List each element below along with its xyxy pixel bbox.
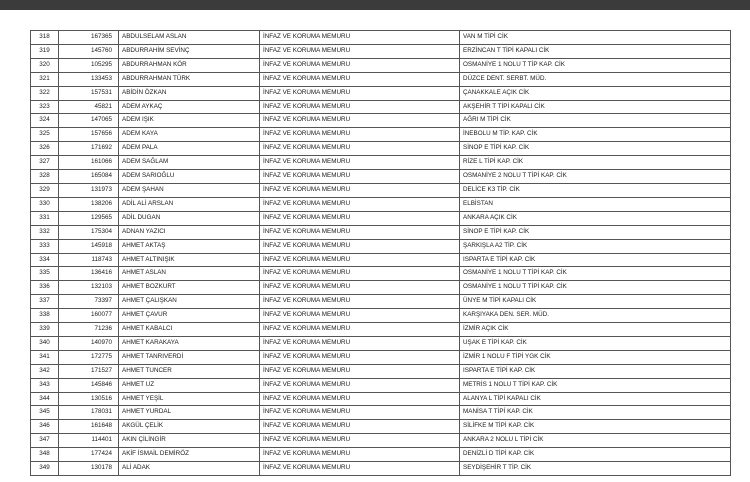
registry-number: 129565 bbox=[59, 211, 119, 225]
person-name: AHMET YEŞİL bbox=[119, 392, 260, 406]
personnel-table bbox=[30, 30, 731, 476]
table-row bbox=[31, 309, 731, 323]
row-number: 338 bbox=[31, 309, 59, 323]
job-title: İNFAZ VE KORUMA MEMURU bbox=[260, 434, 460, 448]
person-name: AHMET TANRIVERDİ bbox=[119, 350, 260, 364]
registry-number: 145918 bbox=[59, 239, 119, 253]
person-name: AHMET ÇALIŞKAN bbox=[119, 295, 260, 309]
person-name: ABDURRAHMAN KÖR bbox=[119, 58, 260, 72]
assigned-institution: VAN M TİPİ CİK bbox=[460, 31, 731, 45]
job-title: İNFAZ VE KORUMA MEMURU bbox=[260, 309, 460, 323]
person-name: AKİF İSMAİL DEMİRÖZ bbox=[119, 448, 260, 462]
row-number: 334 bbox=[31, 253, 59, 267]
person-name: ADEM PALA bbox=[119, 142, 260, 156]
table-row bbox=[31, 253, 731, 267]
assigned-institution: OSMANİYE 1 NOLU T TİPİ KAP. CİK bbox=[460, 267, 731, 281]
registry-number: 118743 bbox=[59, 253, 119, 267]
registry-number: 130178 bbox=[59, 462, 119, 476]
person-name: AHMET KABALCI bbox=[119, 323, 260, 337]
assigned-institution: İZMİR 1 NOLU F TİPİ YGK CİK bbox=[460, 350, 731, 364]
person-name: ABDURRAHMAN TÜRK bbox=[119, 72, 260, 86]
job-title: İNFAZ VE KORUMA MEMURU bbox=[260, 197, 460, 211]
table-row bbox=[31, 239, 731, 253]
job-title: İNFAZ VE KORUMA MEMURU bbox=[260, 31, 460, 45]
row-number: 339 bbox=[31, 323, 59, 337]
registry-number: 145846 bbox=[59, 378, 119, 392]
job-title: İNFAZ VE KORUMA MEMURU bbox=[260, 420, 460, 434]
assigned-institution: ERZİNCAN T TİPİ KAPALI CİK bbox=[460, 44, 731, 58]
table-row bbox=[31, 211, 731, 225]
person-name: ADEM SAĞLAM bbox=[119, 156, 260, 170]
table-row bbox=[31, 31, 731, 45]
assigned-institution: AĞRI M TİPİ CİK bbox=[460, 114, 731, 128]
registry-number: 138206 bbox=[59, 197, 119, 211]
person-name: ADEM IŞIK bbox=[119, 114, 260, 128]
registry-number: 147065 bbox=[59, 114, 119, 128]
assigned-institution: UŞAK E TİPİ KAP. CİK bbox=[460, 336, 731, 350]
row-number: 323 bbox=[31, 100, 59, 114]
person-name: ADEM ŞAHAN bbox=[119, 183, 260, 197]
person-name: AHMET TUNCER bbox=[119, 364, 260, 378]
registry-number: 73397 bbox=[59, 295, 119, 309]
registry-number: 177424 bbox=[59, 448, 119, 462]
assigned-institution: ISPARTA E TİPİ KAP. CİK bbox=[460, 364, 731, 378]
row-number: 337 bbox=[31, 295, 59, 309]
viewer-top-bar bbox=[0, 0, 750, 10]
row-number: 348 bbox=[31, 448, 59, 462]
job-title: İNFAZ VE KORUMA MEMURU bbox=[260, 392, 460, 406]
assigned-institution: ÇANAKKALE AÇIK CİK bbox=[460, 86, 731, 100]
person-name: AHMET KARAKAYA bbox=[119, 336, 260, 350]
registry-number: 171692 bbox=[59, 142, 119, 156]
assigned-institution: DÜZCE DENT. SERBT. MÜD. bbox=[460, 72, 731, 86]
table-row bbox=[31, 142, 731, 156]
table-row bbox=[31, 170, 731, 184]
person-name: ABDURRAHİM SEVİNÇ bbox=[119, 44, 260, 58]
job-title: İNFAZ VE KORUMA MEMURU bbox=[260, 336, 460, 350]
job-title: İNFAZ VE KORUMA MEMURU bbox=[260, 170, 460, 184]
job-title: İNFAZ VE KORUMA MEMURU bbox=[260, 128, 460, 142]
assigned-institution: İNEBOLU M TİP. KAP. CİK bbox=[460, 128, 731, 142]
person-name: AHMET ALTINIŞIK bbox=[119, 253, 260, 267]
table-row bbox=[31, 281, 731, 295]
person-name: ADEM AYKAÇ bbox=[119, 100, 260, 114]
job-title: İNFAZ VE KORUMA MEMURU bbox=[260, 267, 460, 281]
table-row bbox=[31, 183, 731, 197]
table-row bbox=[31, 406, 731, 420]
row-number: 341 bbox=[31, 350, 59, 364]
table-row bbox=[31, 128, 731, 142]
assigned-institution: MANİSA T TİPİ KAP. CİK bbox=[460, 406, 731, 420]
assigned-institution: ISPARTA E TİPİ KAP. CİK bbox=[460, 253, 731, 267]
person-name: AHMET BOZKURT bbox=[119, 281, 260, 295]
assigned-institution: ÜNYE M TİPİ KAPALI CİK bbox=[460, 295, 731, 309]
job-title: İNFAZ VE KORUMA MEMURU bbox=[260, 142, 460, 156]
row-number: 347 bbox=[31, 434, 59, 448]
row-number: 333 bbox=[31, 239, 59, 253]
row-number: 345 bbox=[31, 406, 59, 420]
person-name: AKIN ÇİLİNGİR bbox=[119, 434, 260, 448]
table-row bbox=[31, 72, 731, 86]
table-row bbox=[31, 448, 731, 462]
job-title: İNFAZ VE KORUMA MEMURU bbox=[260, 114, 460, 128]
person-name: ADNAN YAZICI bbox=[119, 225, 260, 239]
table-row bbox=[31, 378, 731, 392]
row-number: 344 bbox=[31, 392, 59, 406]
assigned-institution: DENİZLİ D TİPİ KAP. CİK bbox=[460, 448, 731, 462]
assigned-institution: RİZE L TİPİ KAP. CİK bbox=[460, 156, 731, 170]
table-row bbox=[31, 197, 731, 211]
person-name: AHMET AKTAŞ bbox=[119, 239, 260, 253]
assigned-institution: SİNOP E TİPİ KAP. CİK bbox=[460, 142, 731, 156]
person-name: ALİ ADAK bbox=[119, 462, 260, 476]
registry-number: 157656 bbox=[59, 128, 119, 142]
job-title: İNFAZ VE KORUMA MEMURU bbox=[260, 323, 460, 337]
person-name: ADİL ALİ ARSLAN bbox=[119, 197, 260, 211]
table-row bbox=[31, 295, 731, 309]
registry-number: 161648 bbox=[59, 420, 119, 434]
registry-number: 114401 bbox=[59, 434, 119, 448]
assigned-institution: ŞARKIŞLA A2 TİP. CİK bbox=[460, 239, 731, 253]
registry-number: 161066 bbox=[59, 156, 119, 170]
row-number: 336 bbox=[31, 281, 59, 295]
row-number: 329 bbox=[31, 183, 59, 197]
registry-number: 71236 bbox=[59, 323, 119, 337]
row-number: 342 bbox=[31, 364, 59, 378]
assigned-institution: ANKARA 2 NOLU L TİPİ CİK bbox=[460, 434, 731, 448]
assigned-institution: METRİS 1 NOLU T TİPİ KAP. CİK bbox=[460, 378, 731, 392]
registry-number: 131973 bbox=[59, 183, 119, 197]
table-body bbox=[31, 31, 731, 476]
registry-number: 160077 bbox=[59, 309, 119, 323]
table-row bbox=[31, 225, 731, 239]
row-number: 335 bbox=[31, 267, 59, 281]
registry-number: 133453 bbox=[59, 72, 119, 86]
job-title: İNFAZ VE KORUMA MEMURU bbox=[260, 86, 460, 100]
row-number: 349 bbox=[31, 462, 59, 476]
job-title: İNFAZ VE KORUMA MEMURU bbox=[260, 406, 460, 420]
assigned-institution: DELİCE K3 TİP. CİK bbox=[460, 183, 731, 197]
assigned-institution: AKŞEHİR T TİPİ KAPALI CİK bbox=[460, 100, 731, 114]
assigned-institution: OSMANİYE 1 NOLU T TİP KAP. CİK bbox=[460, 58, 731, 72]
registry-number: 178031 bbox=[59, 406, 119, 420]
registry-number: 130516 bbox=[59, 392, 119, 406]
table-row bbox=[31, 434, 731, 448]
row-number: 324 bbox=[31, 114, 59, 128]
job-title: İNFAZ VE KORUMA MEMURU bbox=[260, 378, 460, 392]
table-row bbox=[31, 420, 731, 434]
registry-number: 132103 bbox=[59, 281, 119, 295]
assigned-institution: SİNOP E TİPİ KAP. CİK bbox=[460, 225, 731, 239]
registry-number: 105295 bbox=[59, 58, 119, 72]
person-name: ADEM SARIOĞLU bbox=[119, 170, 260, 184]
person-name: ABDULSELAM ASLAN bbox=[119, 31, 260, 45]
person-name: ADİL DUGAN bbox=[119, 211, 260, 225]
table-row bbox=[31, 114, 731, 128]
table-row bbox=[31, 392, 731, 406]
row-number: 332 bbox=[31, 225, 59, 239]
row-number: 331 bbox=[31, 211, 59, 225]
registry-number: 145760 bbox=[59, 44, 119, 58]
job-title: İNFAZ VE KORUMA MEMURU bbox=[260, 350, 460, 364]
assigned-institution: SEYDİŞEHİR T TİP. CİK bbox=[460, 462, 731, 476]
person-name: ABİDİN ÖZKAN bbox=[119, 86, 260, 100]
table-row bbox=[31, 350, 731, 364]
row-number: 327 bbox=[31, 156, 59, 170]
job-title: İNFAZ VE KORUMA MEMURU bbox=[260, 253, 460, 267]
person-name: AHMET ASLAN bbox=[119, 267, 260, 281]
job-title: İNFAZ VE KORUMA MEMURU bbox=[260, 100, 460, 114]
table-row bbox=[31, 364, 731, 378]
job-title: İNFAZ VE KORUMA MEMURU bbox=[260, 448, 460, 462]
table-row bbox=[31, 462, 731, 476]
row-number: 318 bbox=[31, 31, 59, 45]
table-row bbox=[31, 336, 731, 350]
table-row bbox=[31, 58, 731, 72]
row-number: 346 bbox=[31, 420, 59, 434]
job-title: İNFAZ VE KORUMA MEMURU bbox=[260, 183, 460, 197]
row-number: 340 bbox=[31, 336, 59, 350]
registry-number: 175304 bbox=[59, 225, 119, 239]
table-row bbox=[31, 100, 731, 114]
table-row bbox=[31, 44, 731, 58]
registry-number: 171527 bbox=[59, 364, 119, 378]
registry-number: 165084 bbox=[59, 170, 119, 184]
job-title: İNFAZ VE KORUMA MEMURU bbox=[260, 225, 460, 239]
table-row bbox=[31, 86, 731, 100]
registry-number: 172775 bbox=[59, 350, 119, 364]
job-title: İNFAZ VE KORUMA MEMURU bbox=[260, 211, 460, 225]
table-row bbox=[31, 156, 731, 170]
assigned-institution: KARŞIYAKA DEN. SER. MÜD. bbox=[460, 309, 731, 323]
assigned-institution: SİLİFKE M TİPİ KAP. CİK bbox=[460, 420, 731, 434]
job-title: İNFAZ VE KORUMA MEMURU bbox=[260, 156, 460, 170]
person-name: AKGÜL ÇELİK bbox=[119, 420, 260, 434]
row-number: 325 bbox=[31, 128, 59, 142]
job-title: İNFAZ VE KORUMA MEMURU bbox=[260, 72, 460, 86]
row-number: 330 bbox=[31, 197, 59, 211]
person-name: ADEM KAYA bbox=[119, 128, 260, 142]
row-number: 328 bbox=[31, 170, 59, 184]
registry-number: 167365 bbox=[59, 31, 119, 45]
row-number: 343 bbox=[31, 378, 59, 392]
person-name: AHMET UZ bbox=[119, 378, 260, 392]
person-name: AHMET ÇAVUR bbox=[119, 309, 260, 323]
job-title: İNFAZ VE KORUMA MEMURU bbox=[260, 295, 460, 309]
registry-number: 157531 bbox=[59, 86, 119, 100]
job-title: İNFAZ VE KORUMA MEMURU bbox=[260, 58, 460, 72]
assigned-institution: ALANYA L TİPİ KAPALI CİK bbox=[460, 392, 731, 406]
row-number: 319 bbox=[31, 44, 59, 58]
row-number: 320 bbox=[31, 58, 59, 72]
job-title: İNFAZ VE KORUMA MEMURU bbox=[260, 44, 460, 58]
assigned-institution: ANKARA AÇIK CİK bbox=[460, 211, 731, 225]
job-title: İNFAZ VE KORUMA MEMURU bbox=[260, 364, 460, 378]
table-row bbox=[31, 323, 731, 337]
row-number: 322 bbox=[31, 86, 59, 100]
job-title: İNFAZ VE KORUMA MEMURU bbox=[260, 239, 460, 253]
registry-number: 136416 bbox=[59, 267, 119, 281]
assigned-institution: ELBİSTAN bbox=[460, 197, 731, 211]
job-title: İNFAZ VE KORUMA MEMURU bbox=[260, 281, 460, 295]
row-number: 326 bbox=[31, 142, 59, 156]
person-name: AHMET YURDAL bbox=[119, 406, 260, 420]
assigned-institution: OSMANİYE 1 NOLU T TİPİ KAP. CİK bbox=[460, 281, 731, 295]
job-title: İNFAZ VE KORUMA MEMURU bbox=[260, 462, 460, 476]
assigned-institution: İZMİR AÇIK CİK bbox=[460, 323, 731, 337]
table-row bbox=[31, 267, 731, 281]
registry-number: 140970 bbox=[59, 336, 119, 350]
row-number: 321 bbox=[31, 72, 59, 86]
assigned-institution: OSMANİYE 2 NOLU T TİPİ KAP. CİK bbox=[460, 170, 731, 184]
registry-number: 45821 bbox=[59, 100, 119, 114]
